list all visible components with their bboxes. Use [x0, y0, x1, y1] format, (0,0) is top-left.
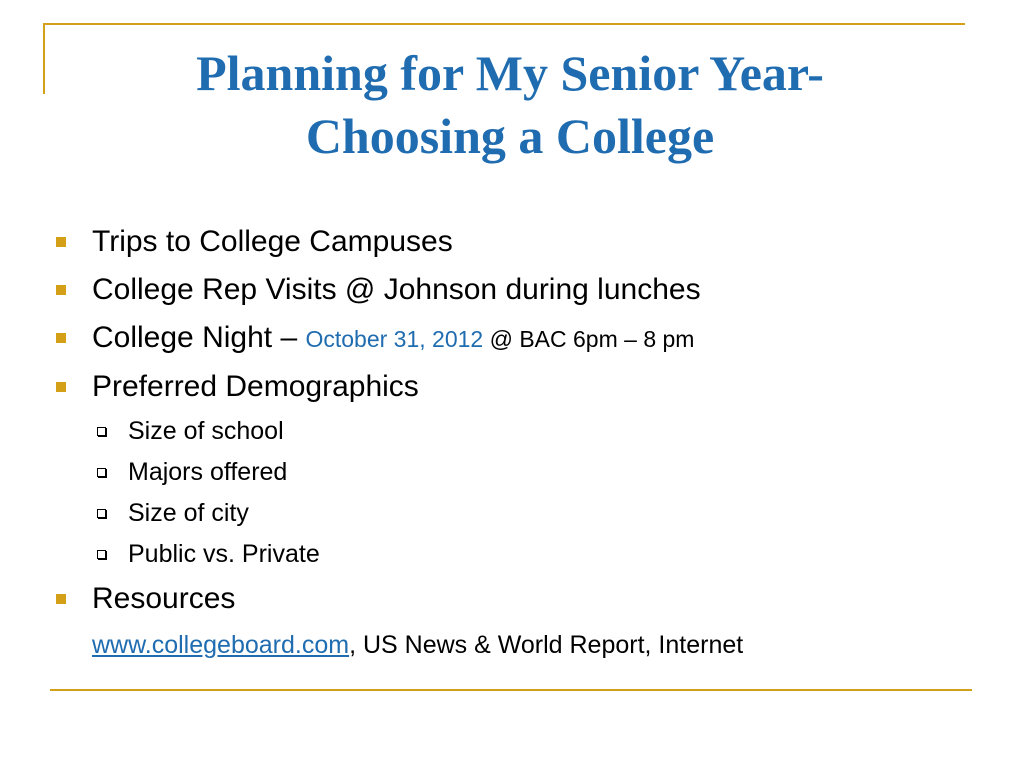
square-bullet-icon	[56, 382, 66, 392]
bullet-text: College Night –	[92, 321, 306, 354]
bullet-text: College Rep Visits @ Johnson during lunches	[92, 273, 701, 306]
hollow-square-bullet-icon	[97, 550, 106, 559]
title-line-2: Choosing a College	[305, 108, 715, 164]
sub-bullet-text: Majors offered	[128, 458, 288, 486]
college-night-date: October 31, 2012	[305, 326, 484, 352]
sub-bullet-item	[56, 493, 996, 534]
hollow-square-bullet-icon	[97, 427, 106, 436]
college-night-time: @ BAC 6pm – 8 pm	[483, 326, 695, 352]
sub-bullet-text: Size of city	[128, 499, 249, 527]
bottom-divider-line	[50, 689, 972, 691]
top-divider-line	[43, 23, 965, 25]
sub-bullet-text: Size of school	[128, 417, 284, 445]
sub-bullet-item	[56, 452, 996, 493]
hollow-square-bullet-icon	[97, 509, 106, 518]
sub-bullet-text: Public vs. Private	[128, 540, 320, 568]
bullet-item	[56, 363, 996, 411]
bullet-item	[56, 218, 996, 266]
collegeboard-link[interactable]: www.collegeboard.com	[92, 631, 350, 659]
left-divider-line	[43, 23, 45, 94]
bullet-list	[56, 218, 996, 667]
bullet-text: Preferred Demographics	[92, 370, 419, 403]
square-bullet-icon	[56, 333, 66, 343]
square-bullet-icon	[56, 285, 66, 295]
bullet-text: Trips to College Campuses	[92, 225, 453, 258]
hollow-square-bullet-icon	[97, 468, 106, 477]
resources-line	[56, 623, 996, 667]
square-bullet-icon	[56, 237, 66, 247]
sub-bullet-item	[56, 534, 996, 575]
sub-bullet-item	[56, 411, 996, 452]
bullet-text: Resources	[92, 582, 236, 615]
bullet-item	[56, 575, 996, 623]
title-line-1: Planning for My Senior Year-	[196, 45, 824, 101]
bullet-item	[56, 314, 996, 363]
resources-rest-text: , US News & World Report, Internet	[349, 631, 744, 659]
slide-title	[60, 42, 960, 168]
bullet-item	[56, 266, 996, 314]
square-bullet-icon	[56, 594, 66, 604]
